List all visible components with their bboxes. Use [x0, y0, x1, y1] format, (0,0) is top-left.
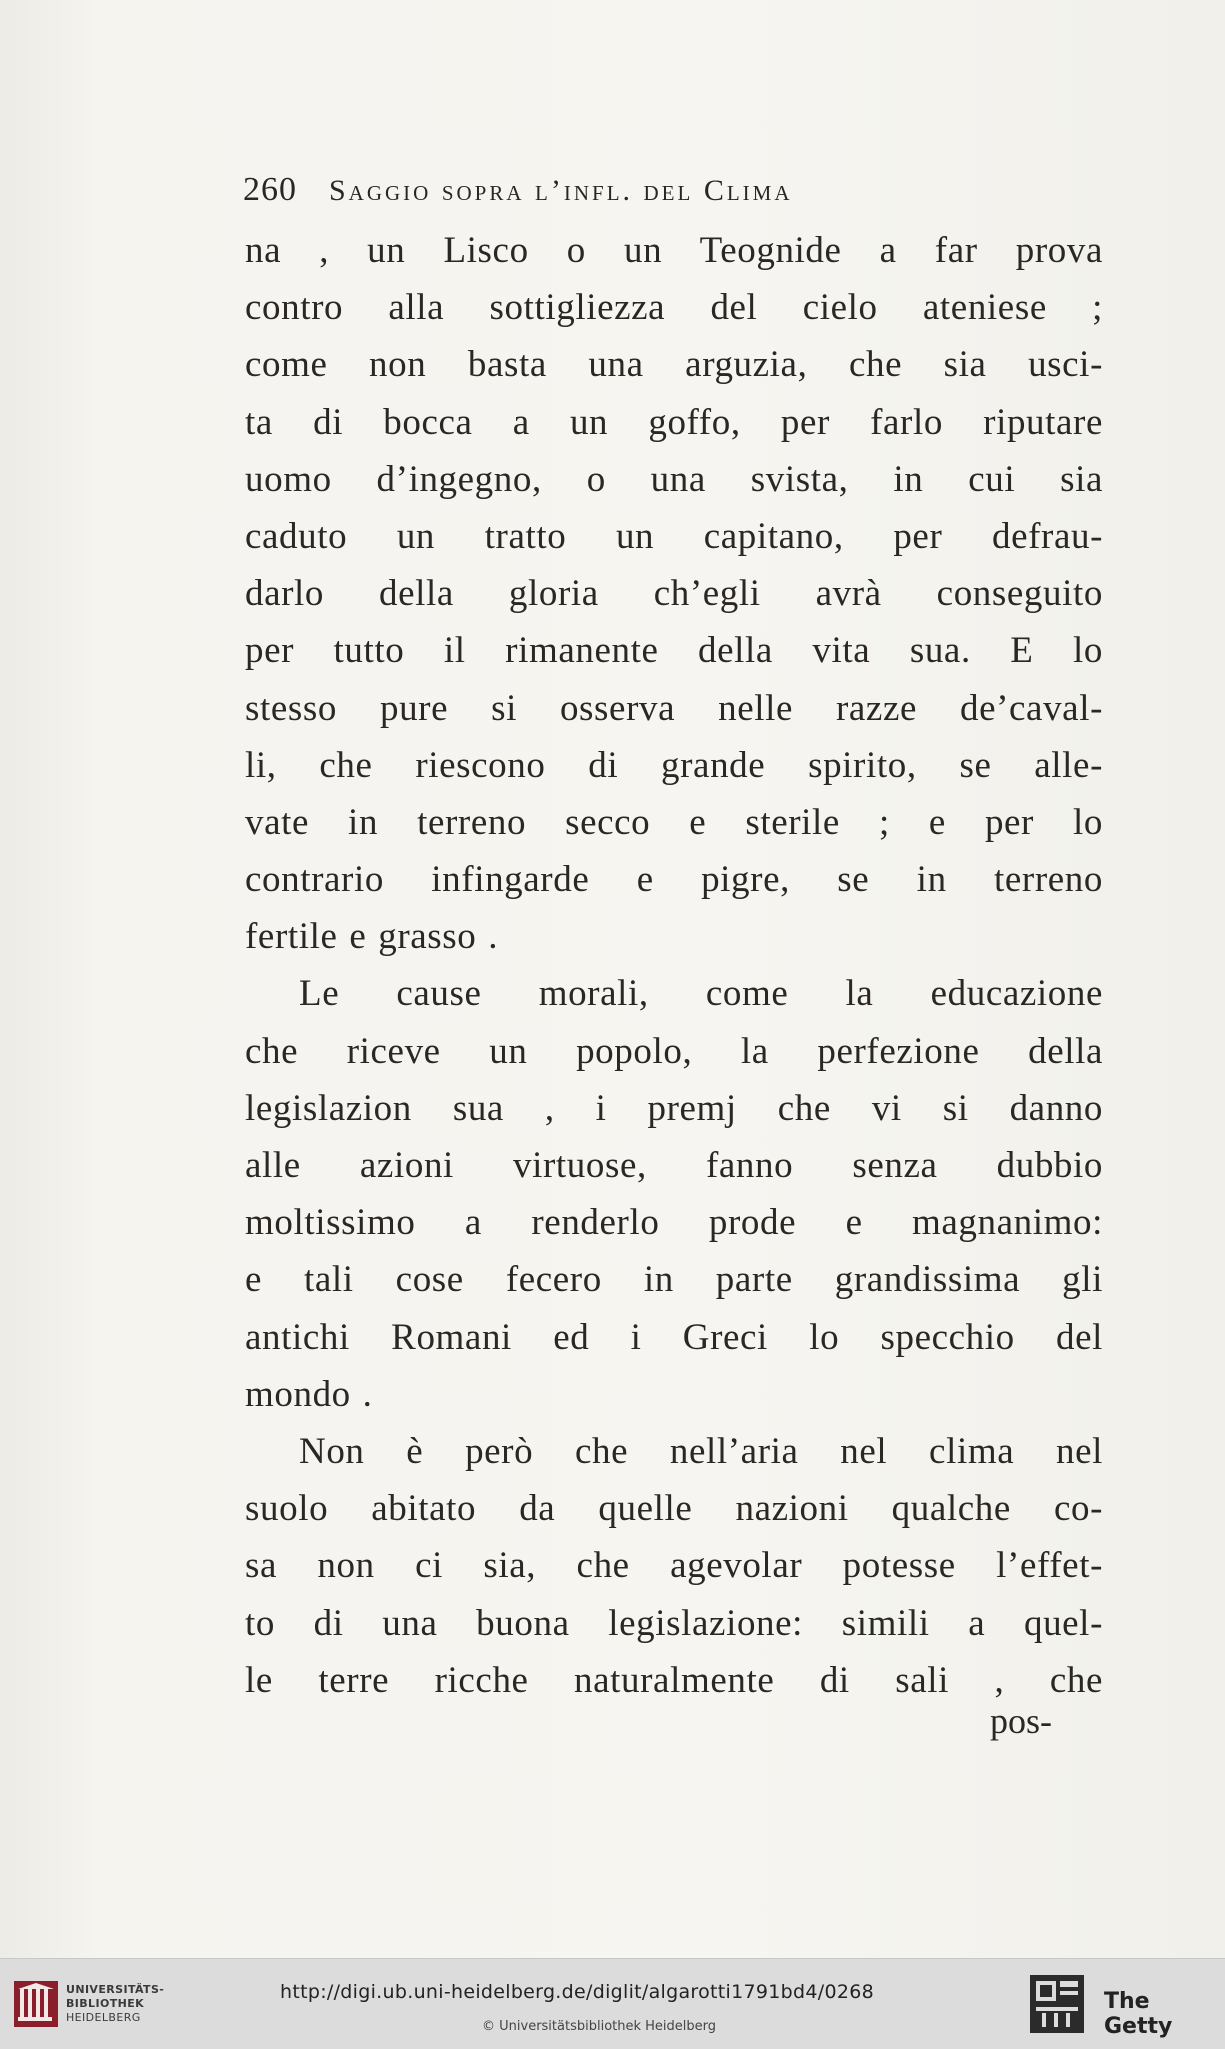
- text-line: come non basta una arguzia, che sia usci-: [245, 344, 1103, 386]
- text-line: sa non ci sia, che agevolar potesse l’effet-: [245, 1545, 1103, 1587]
- text-line: uomo d’ingegno, o una svista, in cui sia: [245, 458, 1103, 500]
- text-line: to di una buona legislazione: simili a quel-: [245, 1602, 1103, 1644]
- text-line: na , un Lisco o un Teognide a far prova: [245, 230, 1103, 271]
- text-line: le terre ricche naturalmente di sali , che: [245, 1659, 1103, 1701]
- partner-name: The Getty: [1104, 1989, 1173, 2039]
- getty-logo-icon: [1030, 1975, 1084, 2033]
- library-name-line: BIBLIOTHEK: [66, 1997, 145, 2010]
- text-line: darlo della gloria ch’egli avrà conseguito: [245, 573, 1103, 615]
- text-line: Le cause morali, come la educazione: [299, 973, 1103, 1015]
- body-text: [245, 222, 1103, 1709]
- text-line: antichi Romani ed i Greci lo specchio del: [245, 1316, 1103, 1358]
- text-line: contrario infingarde e pigre, se in terreno: [245, 859, 1103, 901]
- text-line: vate in terreno secco e sterile ; e per lo: [245, 801, 1103, 843]
- text-line: mondo .: [245, 1373, 373, 1415]
- university-library-name: [66, 1983, 164, 2025]
- text-line: per tutto il rimanente della vita sua. E lo: [245, 630, 1103, 672]
- viewer-footer: [0, 1958, 1225, 2049]
- running-head: [243, 171, 1103, 221]
- text-line: contro alla sottigliezza del cielo ateniese ;: [245, 287, 1103, 329]
- text-line: Non è però che nell’aria nel clima nel: [299, 1430, 1103, 1472]
- text-line: fertile e grasso .: [245, 916, 499, 958]
- text-line: li, che riescono di grande spirito, se alle-: [245, 744, 1103, 786]
- text-line: stesso pure si osserva nelle razze de’caval-: [245, 687, 1103, 729]
- text-line: che riceve un popolo, la perfezione della: [245, 1030, 1103, 1072]
- library-name-line: HEIDELBERG: [66, 2011, 141, 2024]
- text-line: e tali cose fecero in parte grandissima gli: [245, 1259, 1103, 1301]
- running-title: Saggio sopra l’infl. del Clima: [329, 174, 793, 207]
- university-library-logo-icon: [14, 1981, 58, 2027]
- library-name-line: UNIVERSITÄTS-: [66, 1983, 165, 1996]
- text-line: ta di bocca a un goffo, per farlo riputare: [245, 401, 1103, 443]
- catchword: pos-: [990, 1701, 1052, 1741]
- permalink-url[interactable]: http://digi.ub.uni-heidelberg.de/diglit/algarotti1791bd4/0268: [280, 1981, 875, 2003]
- text-line: legislazion sua , i premj che vi si danno: [245, 1087, 1103, 1129]
- text-line: caduto un tratto un capitano, per defrau-: [245, 515, 1103, 557]
- copyright-notice: © Universitätsbibliothek Heidelberg: [482, 2019, 717, 2034]
- text-line: moltissimo a renderlo prode e magnanimo:: [245, 1202, 1103, 1244]
- text-line: suolo abitato da quelle nazioni qualche co-: [245, 1488, 1103, 1530]
- text-line: alle azioni virtuose, fanno senza dubbio: [245, 1145, 1103, 1186]
- page-number: 260: [243, 171, 297, 208]
